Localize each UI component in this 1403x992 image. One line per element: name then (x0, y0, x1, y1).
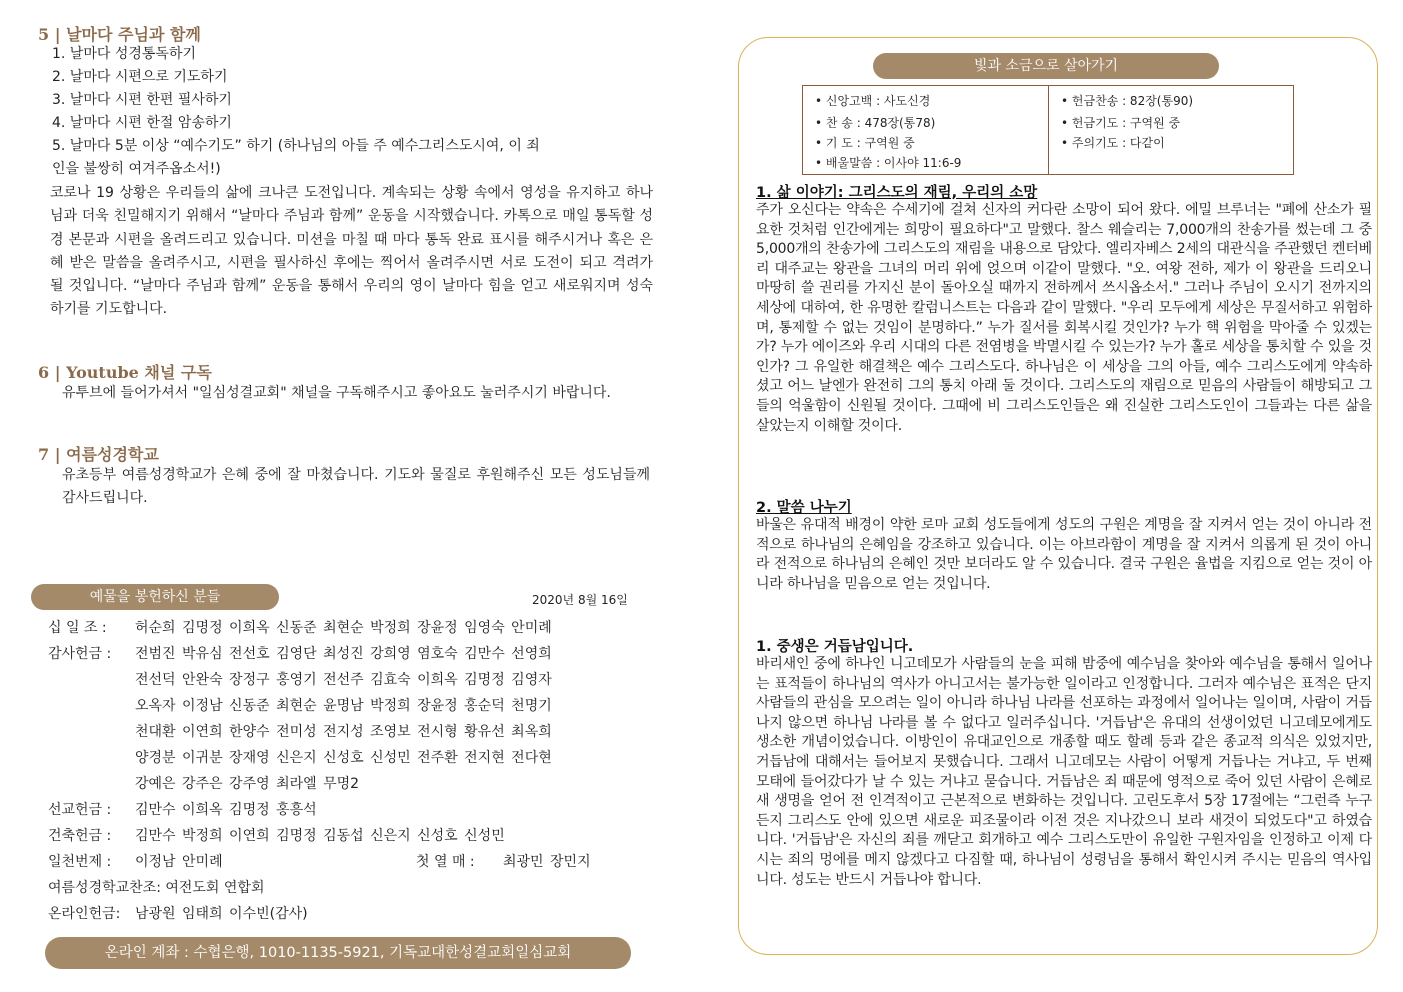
offering-banner: 예물을 봉헌하신 분들 (31, 584, 279, 610)
thousand-label: 일천번제 : (48, 854, 112, 870)
worship-order-table (802, 85, 1294, 175)
section-6-body: 유투브에 들어가셔서 "일심성결교회" 채널을 구독해주시고 좋아요도 눌러주시기 바랍니다. (62, 385, 611, 401)
table-cell: • 기 도 : 구역원 중 (815, 136, 915, 150)
thanks-names: 전범진 박유심 전선호 김영단 최성진 강희영 염호숙 김만수 선영희 (135, 646, 552, 662)
list-item: 5. 날마다 5분 이상 “예수기도” 하기 (하나님의 아들 주 예수그리스도시여, 이 죄 (52, 138, 540, 154)
list-item: 2. 날마다 시편으로 기도하기 (52, 69, 228, 85)
right-banner: 빛과 소금으로 살아가기 (873, 53, 1219, 79)
rebirth-body: 바리새인 중에 하나인 니고데모가 사람들의 눈을 피해 밤중에 예수님을 찾아와 예수님을 통해서 일어나는 표적들이 하나님의 역사가 아니고서는 불가능한 일이라고 인정합니다. 그러자 예수님은 표적은 단지 사람들의 관심을 모으려는 일이 아니라 하나님 나라를 선포하는 과정에서 일어나는 일이며, 사람이 거듭나지 않으면 하나님 나라를 볼 수 없다고 일러주십니다. '거듭남'은 유대의 선생이었던 니고데모에게도 생소한 개념이었습니다. 이방인이 유대교인으로 개종할 때도 할례 등과 같은 종교적 의식은 있었지만, 거듭남에 대해서는 들어보지 못했습니다. 그래서 니고데모는 사람이 어떻게 거듭나는 거냐고, 두 번째 모태에 들어갔다가 날 수 있는 거냐고 묻습니다. 거듭남은 죄 때문에 영적으로 죽어 있던 사람이 은혜로 새 생명을 얻어 전 인격적이고 근본적으로 변화하는 것입니다. 고린도후서 5장 17절에는 “그런즉 누구든지 그리스도 안에 있으면 새로운 피조물이라 이전 것은 지나갔으니 보라 새것이 되었도다"고 하였습니다. '거듭남'은 자신의 죄를 깨닫고 회개하고 예수 그리스도만이 유일한 구원자임을 인정하고 이제 다시는 죄의 멍에를 메지 않겠다고 다짐할 때, 하나님이 성령님을 통해서 확인시켜 주시는 믿음의 역사입니다. 성도는 반드시 거듭나야 합니다. (756, 656, 1372, 888)
firstfruit-names: 최광민 장민지 (503, 854, 591, 870)
section-7-body: 유초등부 여름성경학교가 은혜 중에 잘 마쳤습니다. 기도와 물질로 후원해주신 모든 성도님들께 감사드립니다. (62, 467, 650, 507)
thanks-names: 강예은 강주은 강주영 최라엘 무명2 (135, 776, 360, 792)
word-sharing-body: 바울은 유대적 배경이 약한 로마 교회 성도들에게 성도의 구원은 계명을 잘 지켜서 얻는 것이 아니라 전적으로 하나님의 은혜임을 강조하고 있습니다. 이는 아브라함이 계명을 잘 지켜서 의롭게 된 것이 아니라 전적으로 하나님의 은혜인 것만 보더라도 알 수 있습니다. 결국 구원은 율법을 지킴으로 얻는 것이 아니라 하나님을 믿음으로 얻는 것입니다. (756, 517, 1372, 592)
heading-word-sharing: 2. 말씀 나누기 (756, 500, 852, 516)
list-item: 3. 날마다 시편 한편 필사하기 (52, 92, 232, 108)
table-cell: • 헌금찬송 : 82장(통90) (1061, 94, 1194, 108)
thanks-label: 감사헌금 : (48, 646, 112, 662)
building-label: 건축헌금 : (48, 828, 112, 844)
tithe-label: 십 일 조 : (48, 620, 107, 636)
section-7-title: 7 | 여름성경학교 (38, 445, 159, 464)
life-story-body: 주가 오신다는 약속은 수세기에 걸쳐 신자의 커다란 소망이 되어 왔다. 에밀 브루너는 "폐에 산소가 필요한 것처럼 인간에게는 희망이 필요하다"고 말했다. 찰스 웨슬리는 7,000개의 찬송가를 썼는데 그 중 5,000개의 찬송가에 그리스도의 재림을 내용으로 담았다. 엘리자베스 2세의 대관식을 주관했던 켄터베리 대주교는 왕관을 그녀의 머리 위에 얹으며 이같이 말했다. "오. 여왕 전하, 제가 이 왕관을 드리오니 마땅히 쓸 권리를 가지신 분이 돌아오실 때까지 전하께서 쓰시옵소서." 그러나 주님이 오시기 전까지의 세상에 대하여, 한 유명한 칼럼니스트는 다음과 같이 말했다. "우리 모두에게 세상은 무질서하고 위험하며, 통제할 수 없는 것임이 분명하다.” 누가 질서를 회복시킬 것인가? 누가 핵 위험을 막아줄 수 있겠는가? 누가 에이즈와 우리 시대의 다른 전염병을 박멸시킬 수 있는가? 누가 홀로 세상을 통치할 수 있을 것인가? 그 유일한 해결책은 예수 그리스도다. 하나님은 이 세상을 그의 아들, 예수 그리스도에게 약속하셨고 어느 날엔가 완전히 그의 통치 아래 둘 것이다. 그리스도의 재림으로 믿음의 사람들이 해방되고 그들의 억울함이 신원될 것이다. 그때에 비 그리스도인들은 왜 진실한 그리스도인이 그들과는 다른 삶을 살았는지 이해할 것이다. (756, 202, 1372, 434)
section-5-title: 5 | 날마다 주님과 함께 (38, 25, 201, 44)
list-item: 4. 날마다 시편 한절 암송하기 (52, 115, 232, 131)
section-6-title: 6 | Youtube 채널 구독 (38, 363, 212, 382)
table-cell: • 헌금기도 : 구역원 중 (1061, 116, 1181, 130)
firstfruit-label: 첫 열 매 : (416, 854, 475, 870)
table-cell: • 신앙고백 : 사도신경 (815, 94, 931, 108)
online-names: 남광원 임태희 이수빈(감사) (135, 906, 308, 922)
table-cell: • 배울말씀 : 이사야 11:6-9 (815, 156, 962, 170)
account-banner: 온라인 계좌 : 수협은행, 1010-1135-5921, 기독교대한성결교회일심교회 (45, 937, 631, 969)
table-cell: • 주의기도 : 다같이 (1061, 136, 1165, 150)
heading-life-story: 1. 삶 이야기: 그리스도의 재림, 우리의 소망 (756, 185, 1038, 201)
offering-date: 2020년 8월 16일 (532, 593, 628, 607)
online-label: 온라인헌금: (48, 906, 121, 922)
thanks-names: 천대환 이연희 한양수 전미성 전지성 조영보 전시형 황유선 최옥희 (135, 724, 552, 740)
summer-line: 여름성경학교찬조: 여전도회 연합회 (48, 880, 265, 896)
list-item: 1. 날마다 성경통독하기 (52, 46, 196, 62)
mission-names: 김만수 이희옥 김명정 홍흥석 (135, 802, 317, 818)
tithe-names: 허순희 김명정 이희옥 신동준 최현순 박정희 장윤정 임영숙 안미례 (135, 620, 552, 636)
thanks-names: 오옥자 이정남 신동준 최현순 윤명남 박정희 장윤정 홍순덕 천명기 (135, 698, 552, 714)
list-item: 인을 불쌍히 여겨주옵소서!) (52, 161, 221, 177)
mission-label: 선교헌금 : (48, 802, 112, 818)
thanks-names: 양경분 이귀분 장재영 신은지 신성호 신성민 전주환 전지현 전다현 (135, 750, 552, 766)
heading-rebirth: 1. 중생은 거듭남입니다. (756, 639, 914, 655)
section-5-body: 코로나 19 상황은 우리들의 삶에 크나큰 도전입니다. 계속되는 상황 속에서 영성을 유지하고 하나님과 더욱 친밀해지기 위해서 “날마다 주님과 함께” 운동을 시작했습니다. 카톡으로 매일 통독할 성경 본문과 시편을 올려드리고 있습니다. 미션을 마칠 때 마다 통독 완료 표시를 해주시거나 혹은 은혜 받은 말씀을 올려주시고, 시편을 필사하신 후에는 찍어서 올려주시면 서로 도전이 되고 격려가 될 것입니다. “날마다 주님과 함께” 운동을 통해서 우리의 영이 날마다 힘을 얻고 새로워지며 성숙하기를 기도합니다. (50, 185, 653, 318)
building-names: 김만수 박정희 이연희 김명정 김동섭 신은지 신성호 신성민 (135, 828, 505, 844)
table-divider (1048, 86, 1049, 174)
thousand-names: 이정남 안미례 (135, 854, 223, 870)
table-cell: • 찬 송 : 478장(통78) (815, 116, 936, 130)
thanks-names: 전선덕 안완숙 장정구 홍영기 전선주 김효숙 이희옥 김명정 김영자 (135, 672, 552, 688)
